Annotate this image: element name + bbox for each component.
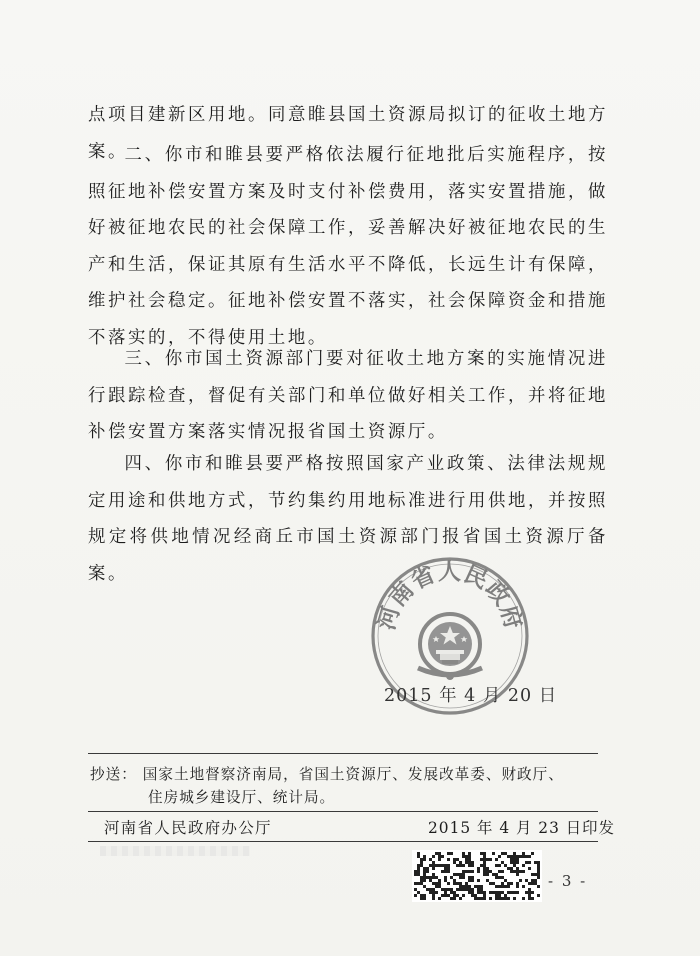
svg-text:河南省人民政府 (373, 558, 528, 633)
issuing-office: 河南省人民政府办公厅 (104, 819, 272, 837)
cc-recipients-line2: 住房城乡建设厅、统计局。 (148, 789, 336, 806)
paragraph-item-2: 二、你市和睢县要严格依法履行征地批后实施程序，按照征地补偿安置方案及时支付补偿费用，落实安置措施，做好被征地农民的社会保障工作，妥善解决好被征地农民的生产和生活，保证其原有生活水平不降低，长远生计有保障，维护社会稳定。征地补偿安置不落实，社会保障资金和措施不落实的，不得使用土地。 (88, 145, 608, 348)
seal-text: 河南省人民政府 (372, 558, 528, 633)
footer-divider-bottom (88, 841, 598, 842)
page-number: - 3 - (548, 872, 588, 890)
print-date: 2015 年 4 月 23 日印发 (428, 819, 615, 837)
footer-divider-middle (88, 811, 598, 812)
footer-divider-top (88, 753, 598, 754)
qr-code-block (412, 850, 542, 902)
cc-label: 抄送： (90, 766, 137, 783)
cc-recipients-line1: 国家土地督察济南局，省国土资源厅、发展改革委、财政厅、 (142, 766, 564, 783)
bleed-through-marks (100, 846, 250, 856)
paragraph-item-3: 三、你市国土资源部门要对征收土地方案的实施情况进行跟踪检查，督促有关部门和单位做好相关工作，并将征地补偿安置方案落实情况报省国土资源厅。 (88, 349, 608, 442)
signature-date: 2015 年 4 月 20 日 (384, 686, 558, 706)
paragraph-item-4: 四、你市和睢县要严格按照国家产业政策、法律法规规定用途和供地方式，节约集约用地标准进行用供地，并按照规定将供地情况经商丘市国土资源部门报省国土资源厅备案。 (88, 454, 608, 584)
cc-block (90, 763, 600, 809)
paragraph-continuation: 点项目建新区用地。同意睢县国土资源局拟订的征收土地方案。 (88, 105, 608, 162)
